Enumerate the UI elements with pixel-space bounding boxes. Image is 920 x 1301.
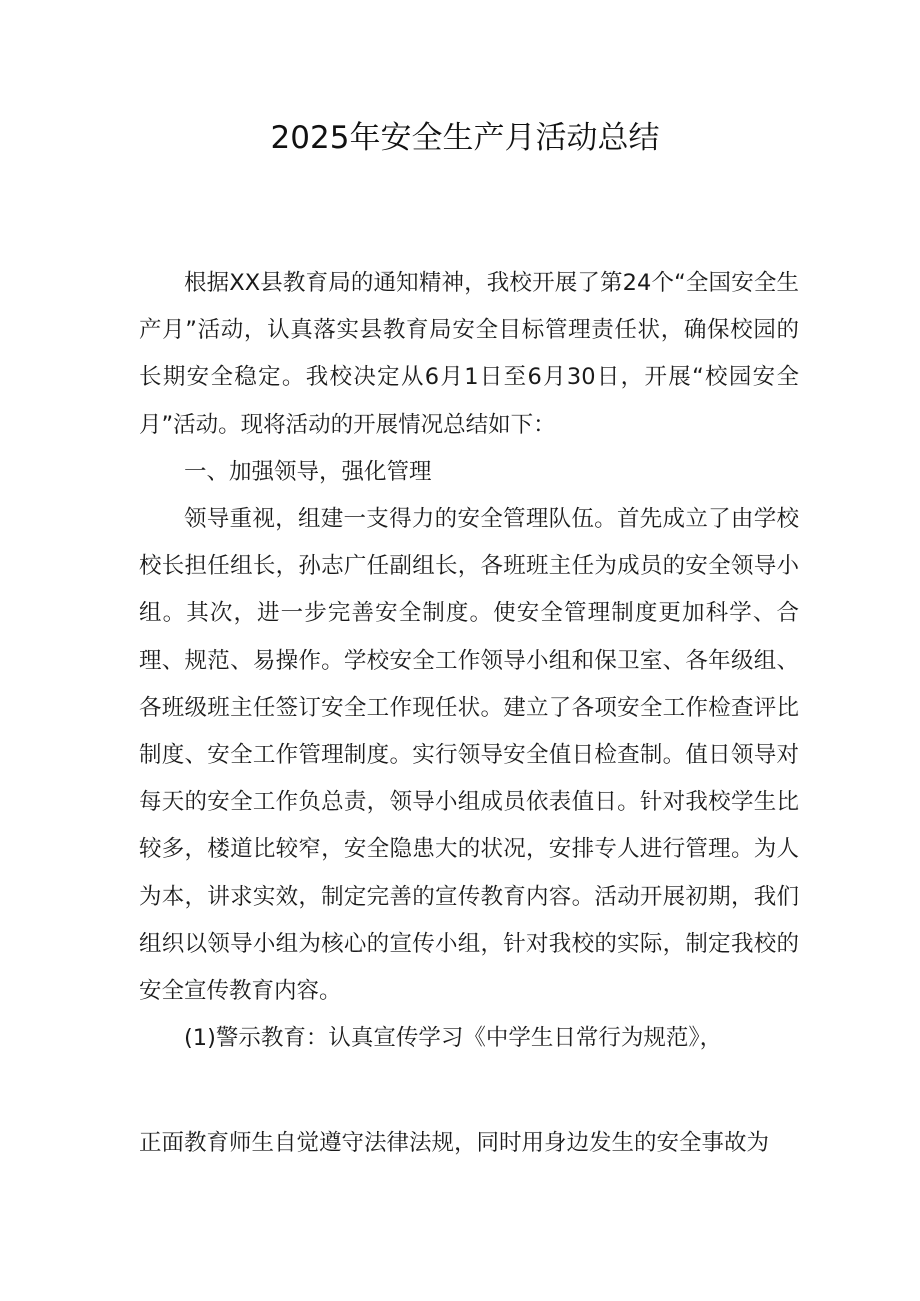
paragraph-warning-education: (1)警示教育：认真宣传学习《中学生日常行为规范》， [184, 1025, 723, 1052]
section-heading-1: 一、加强领导，强化管理 [184, 458, 432, 485]
document-title: 2025年安全生产月活动总结 [270, 120, 660, 156]
paragraph-continuation: 正面教育师生自觉遵守法律法规，同时用身边发生的安全事故为 [139, 1130, 770, 1156]
document-body [139, 260, 799, 1062]
paragraph-leadership: 领导重视，组建一支得力的安全管理队伍。首先成立了由学校校长担任组长，孙志广任副组长，各班班主任为成员的安全领导小组。其次，进一步完善安全制度。使安全管理制度更加科学、合理、规范、易操作。学校安全工作领导小组和保卫室、各年级组、各班级班主任签订安全工作现任状。建立了各项安全工作检查评比制度、安全工作管理制度。实行领导安全值日检查制。值日领导对每天的安全工作负总责，领导小组成员依表值日。针对我校学生比较多，楼道比较窄，安全隐患大的状况，安排专人进行管理。为人为本，讲求实效，制定完善的宣传教育内容。活动开展初期，我们组织以领导小组为核心的宣传小组，针对我校的实际，制定我校的安全宣传教育内容。 [139, 506, 799, 1005]
paragraph-intro: 根据XX县教育局的通知精神，我校开展了第24个“全国安全生产月”活动，认真落实县教育局安全目标管理责任状，确保校园的长期安全稳定。我校决定从6月1日至6月30日，开展“校园安全月”活动。现将活动的开展情况总结如下： [139, 270, 799, 438]
